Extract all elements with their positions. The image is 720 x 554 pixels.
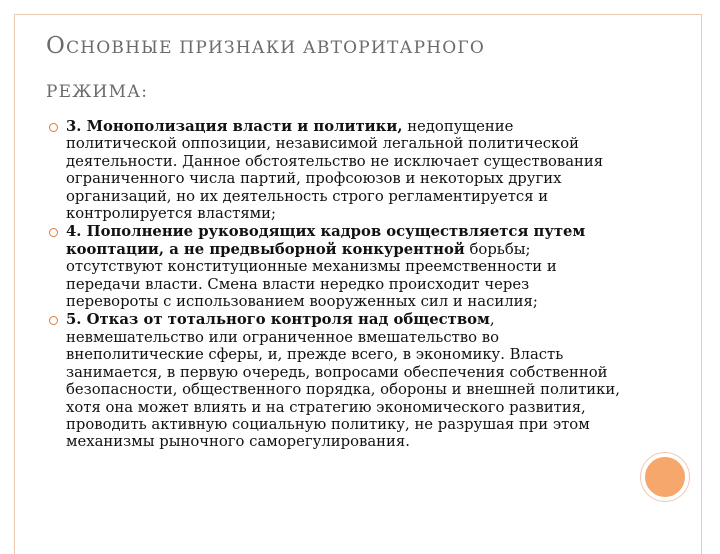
title-line-1	[46, 24, 646, 70]
bullet-list	[46, 118, 626, 452]
title-line-2	[46, 70, 646, 114]
list-item-rest: борьбы; отсутствуют конституционные механизмы преемственности и передачи власти. Смена власти нередко происходит через перевороты с использованием вооруженных сил и насилия;	[66, 240, 557, 311]
bullet-ring-icon	[49, 228, 58, 237]
list-item-text	[66, 223, 626, 310]
slide-title	[46, 24, 646, 114]
decorative-circle	[641, 453, 689, 501]
title-line-1-text: СНОВНЫЕ ПРИЗНАКИ АВТОРИТАРНОГО	[66, 38, 485, 58]
bullet-ring-icon	[49, 123, 58, 132]
list-item	[46, 311, 626, 450]
list-item-text	[66, 118, 626, 222]
list-item-bold: 4. Пополнение руководящих кадров осуществляется путем кооптации, а не предвыборной конкурентной	[66, 223, 586, 258]
title-colon: :	[141, 82, 149, 102]
list-item	[46, 118, 626, 222]
list-item-rest: , невмешательство или ограниченное вмешательство во внеполитические сферы, и, прежде всего, в экономику. Власть занимается, в первую очередь, вопросами обеспечения собственной безопасности, общественного порядка, обороны и внешней политики, хотя она может влиять и на стратегию экономического развития, проводить активную социальную политику, не разрушая при этом механизмы рыночного саморегулирования.	[66, 311, 620, 451]
list-item-bold: 3. Монополизация власти и политики,	[66, 118, 403, 135]
bullet-ring-icon	[49, 316, 58, 325]
title-line-2-text: РЕЖИМА	[46, 82, 142, 102]
title-initial-cap: О	[46, 33, 67, 59]
list-item-text	[66, 311, 626, 450]
list-item	[46, 223, 626, 310]
list-item-rest: недопущение политической оппозиции, независимой легальной политической деятельности. Данное обстоятельство не исключает существования ограниченного числа партий, профсоюзов и некоторых других организаций, но их деятельность строго регламентируется и контролируется властями;	[66, 118, 604, 223]
list-item-bold: 5. Отказ от тотального контроля над обществом	[66, 311, 490, 329]
